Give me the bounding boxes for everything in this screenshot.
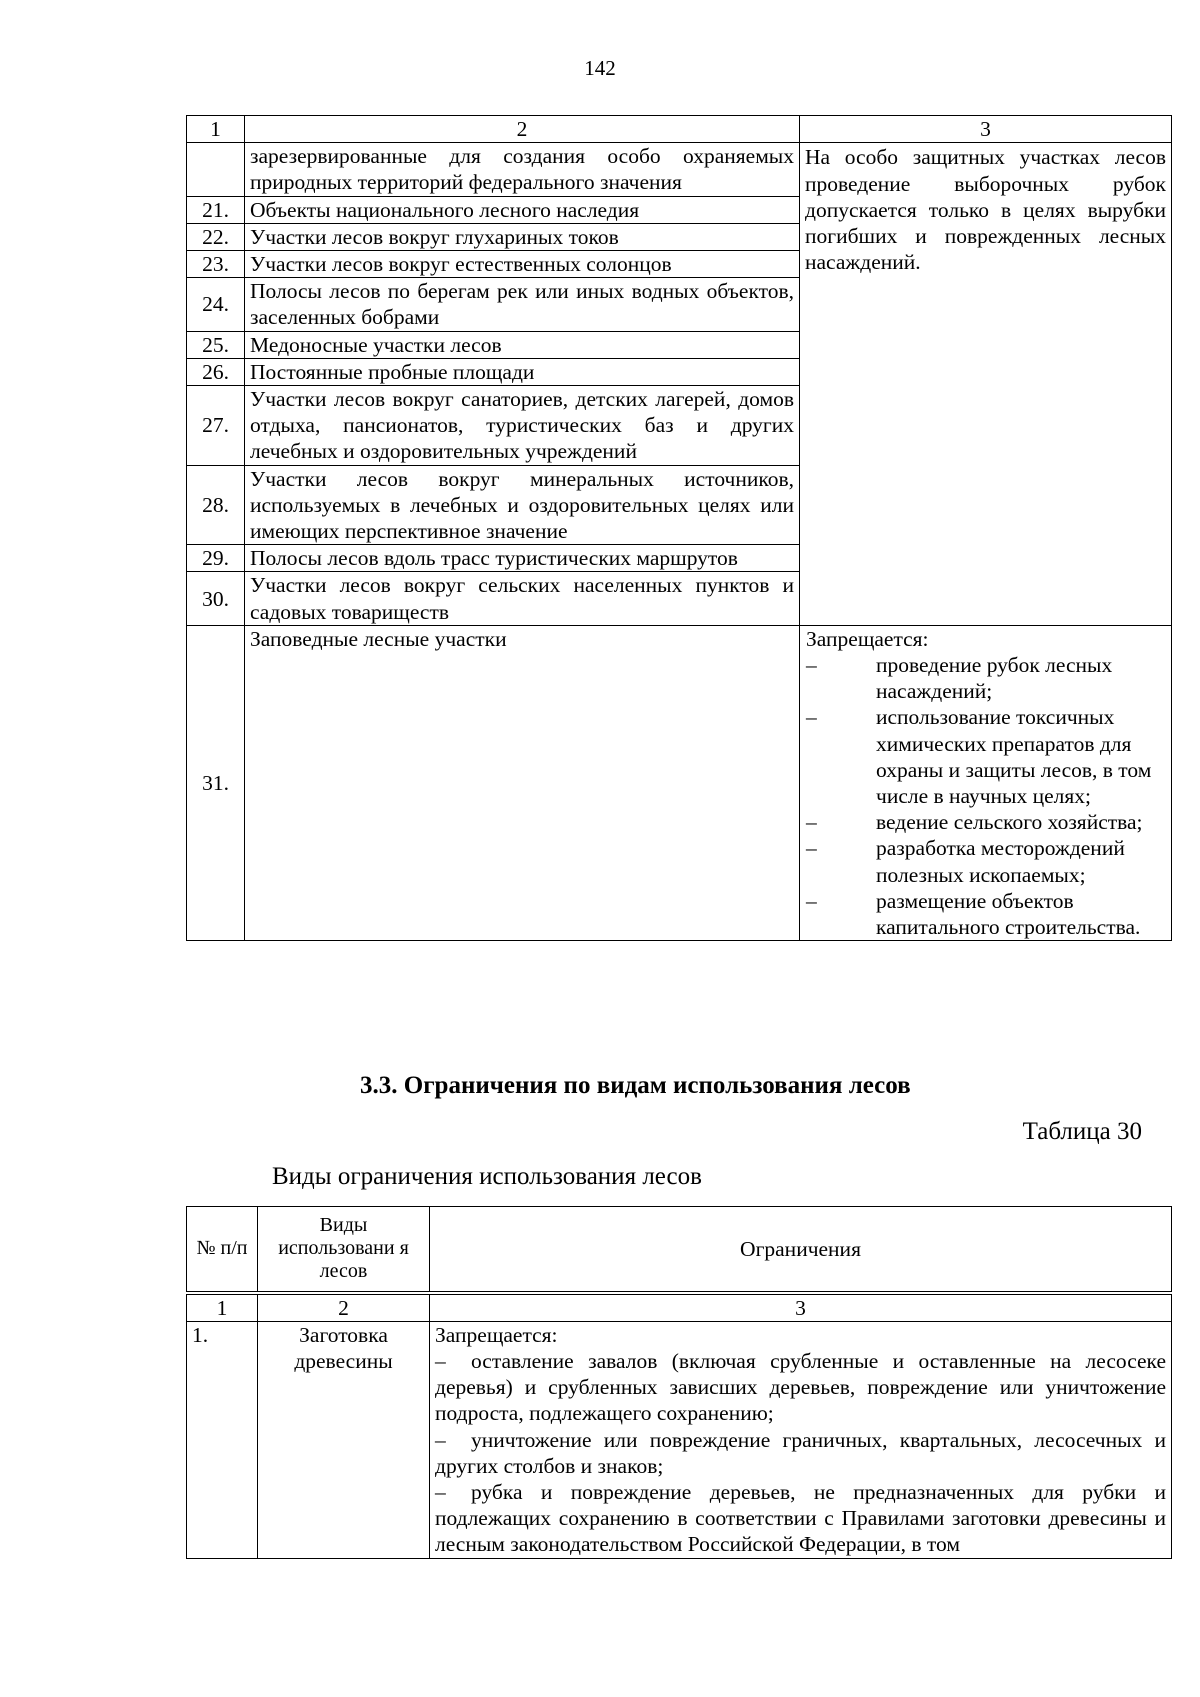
- row-number: 25.: [187, 331, 245, 358]
- row-number: 27.: [187, 386, 245, 466]
- table-label: Таблица 30: [1022, 1118, 1142, 1145]
- restriction-intro: Запрещается:: [435, 1322, 558, 1347]
- row-number: 30.: [187, 572, 245, 625]
- forest-use-restrictions-table: [186, 1206, 1172, 1559]
- section-title: 3.3. Ограничения по видам использования лесов: [360, 1072, 911, 1099]
- row-text: Постоянные пробные площади: [245, 358, 800, 385]
- table-row: [187, 143, 1172, 196]
- list-item: – разработка месторождений полезных ископаемых;: [806, 836, 1125, 887]
- table-row: [187, 1321, 1172, 1558]
- dash-marker: –: [435, 1479, 446, 1504]
- table2-number-row: [187, 1293, 1172, 1322]
- table-row-31: [187, 625, 1172, 940]
- row-text: Участки лесов вокруг глухариных токов: [245, 223, 800, 250]
- row-number: 22.: [187, 223, 245, 250]
- number-col2: 2: [258, 1293, 430, 1322]
- row-text: Участки лесов вокруг минеральных источников, используемых в лечебных и оздоровительных целях или имеющих перспективное значение: [245, 465, 800, 545]
- merged-restriction: На особо защитных участках лесов проведение выборочных рубок допускается только в целях вырубки погибших и поврежденных лесных насаждений.: [800, 143, 1172, 626]
- dash-marker: –: [806, 653, 817, 678]
- row-text: Участки лесов вокруг естественных солонцов: [245, 251, 800, 278]
- row-text: Полосы лесов вдоль трасс туристических маршрутов: [245, 545, 800, 572]
- table1-header-col1: 1: [187, 116, 245, 143]
- row-text: Заповедные лесные участки: [245, 625, 800, 940]
- header-use-type: Виды использовани я лесов: [258, 1207, 430, 1293]
- table1-header-row: [187, 116, 1172, 143]
- dash-marker: –: [435, 1348, 446, 1373]
- row-number: 23.: [187, 251, 245, 278]
- dash-marker: –: [806, 836, 817, 861]
- table1-header-col3: 3: [800, 116, 1172, 143]
- dash-marker: –: [806, 810, 817, 835]
- row-number: 1.: [187, 1321, 258, 1558]
- list-item: – рубка и повреждение деревьев, не предназначенных для рубки и подлежащих сохранению в соответствии с Правилами заготовки древесины и лесным законодательством Российской Федерации, в том: [435, 1479, 1166, 1557]
- table1-header-col2: 2: [245, 116, 800, 143]
- list-item: – уничтожение или повреждение граничных, квартальных, лесосечных и других столбов и знаков;: [435, 1427, 1166, 1478]
- restriction-intro: Запрещается:: [806, 626, 929, 651]
- header-num: № п/п: [187, 1207, 258, 1293]
- list-item: – использование токсичных химических препаратов для охраны и защиты лесов, в том числе в научных целях;: [806, 705, 1152, 809]
- list-item: – оставление завалов (включая срубленные и оставленные на лесосеке деревья) и срубленных зависших деревьев, повреждение или уничтожение подроста, подлежащего сохранению;: [435, 1348, 1166, 1426]
- number-col1: 1: [187, 1293, 258, 1322]
- table2-header-row: [187, 1207, 1172, 1293]
- dash-marker: –: [806, 705, 817, 730]
- row-number: 26.: [187, 358, 245, 385]
- row-text: Участки лесов вокруг сельских населенных пунктов и садовых товариществ: [245, 572, 800, 625]
- dash-marker: –: [435, 1427, 446, 1452]
- list-item: – ведение сельского хозяйства;: [806, 810, 1143, 835]
- row-number: 29.: [187, 545, 245, 572]
- row-text: Объекты национального лесного наследия: [245, 196, 800, 223]
- row-number: 28.: [187, 465, 245, 545]
- row-number: 21.: [187, 196, 245, 223]
- row-number-empty: [187, 143, 245, 196]
- row-text: Полосы лесов по берегам рек или иных водных объектов, заселенных бобрами: [245, 278, 800, 331]
- protective-sites-table: [186, 115, 1172, 941]
- use-type: Заготовка древесины: [258, 1321, 430, 1558]
- list-item: – размещение объектов капитального строительства.: [806, 888, 1141, 940]
- row-text: Медоносные участки лесов: [245, 331, 800, 358]
- row-number: 24.: [187, 278, 245, 331]
- number-col3: 3: [430, 1293, 1172, 1322]
- page-number: 142: [584, 56, 616, 80]
- table-caption: Виды ограничения использования лесов: [272, 1163, 702, 1190]
- continued-text: зарезервированные для создания особо охраняемых природных территорий федерального значения: [245, 143, 800, 196]
- restrictions: [430, 1321, 1172, 1558]
- row-text: Участки лесов вокруг санаториев, детских лагерей, домов отдыха, пансионатов, туристических баз и других лечебных и оздоровительных учреждений: [245, 386, 800, 466]
- dash-marker: –: [806, 888, 817, 913]
- row31-restrictions: [800, 625, 1172, 940]
- header-restrictions: Ограничения: [430, 1207, 1172, 1293]
- row-number: 31.: [187, 625, 245, 940]
- list-item: – проведение рубок лесных насаждений;: [806, 653, 1113, 704]
